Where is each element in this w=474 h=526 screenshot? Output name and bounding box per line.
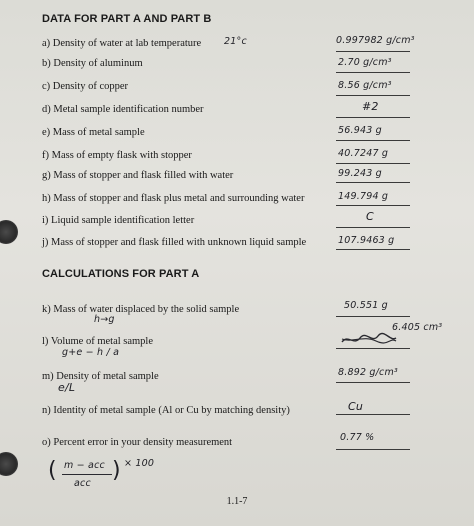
item-f-label: f) Mass of empty flask with stopper [42,150,192,161]
item-k-label: k) Mass of water displaced by the solid sample [42,304,240,315]
item-c-answer: 8.56 g/cm³ [338,80,392,91]
item-e-answer: 56.943 g [338,125,382,136]
item-a-note: 21°c [224,36,247,47]
answer-line [336,140,410,141]
item-n-label: n) Identity of metal sample (Al or Cu by matching density) [42,405,290,416]
answer-line [336,316,410,317]
answer-line [336,414,410,415]
answer-line [336,449,410,450]
answer-line [336,72,410,73]
answer-line [336,51,410,52]
answer-line [336,382,410,383]
formula-numerator: m − acc [64,460,105,471]
item-l-answer: 6.405 cm³ [392,322,443,333]
item-h-answer: 149.794 g [338,191,389,202]
answer-line [336,249,410,250]
item-a-label: a) Density of water at lab temperature [42,38,202,49]
formula-multiplier: × 100 [124,458,155,469]
percent-error-formula: ( m − acc acc ) × 100 [48,458,155,489]
item-f-answer: 40.7247 g [338,148,389,159]
item-b-label: b) Density of aluminum [42,58,143,69]
binder-hole [0,220,18,244]
item-k-answer: 50.551 g [344,300,388,311]
answer-line [336,205,410,206]
item-c-label: c) Density of copper [42,81,129,92]
item-i-label: i) Liquid sample identification letter [42,215,195,226]
item-a-answer: 0.997982 g/cm³ [336,35,415,46]
item-m-label: m) Density of metal sample [42,371,159,382]
answer-line [336,227,410,228]
item-d-answer: #2 [362,100,379,113]
answer-line [336,95,410,96]
item-o-label: o) Percent error in your density measurement [42,437,233,448]
part-ab-heading: DATA FOR PART A AND PART B [42,13,212,25]
calc-a-heading: CALCULATIONS FOR PART A [42,268,200,280]
item-d-label: d) Metal sample identification number [42,104,204,115]
binder-hole [0,452,18,476]
crossed-out-scribble [340,330,398,348]
item-g-label: g) Mass of stopper and flask filled with water [42,170,234,181]
item-k-note: h→g [94,314,115,325]
fraction-bar [62,474,112,475]
item-m-note: e/L [58,381,76,394]
item-h-label: h) Mass of stopper and flask plus metal and surrounding water [42,193,305,204]
formula-denominator: acc [74,478,91,489]
item-g-answer: 99.243 g [338,168,382,179]
item-n-answer: Cu [348,400,364,413]
item-i-answer: C [366,210,374,223]
item-b-answer: 2.70 g/cm³ [338,57,392,68]
item-e-label: e) Mass of metal sample [42,127,145,138]
item-l-label: l) Volume of metal sample [42,336,154,347]
item-j-answer: 107.9463 g [338,235,395,246]
item-j-label: j) Mass of stopper and flask filled with unknown liquid sample [42,237,307,248]
page-number: 1.1-7 [226,496,248,507]
answer-line [336,117,410,118]
item-l-note: g+e − h / a [62,347,120,358]
answer-line [336,182,410,183]
answer-line [336,163,410,164]
answer-line [336,348,410,349]
item-o-answer: 0.77 % [340,432,375,443]
item-m-answer: 8.892 g/cm³ [338,367,398,378]
